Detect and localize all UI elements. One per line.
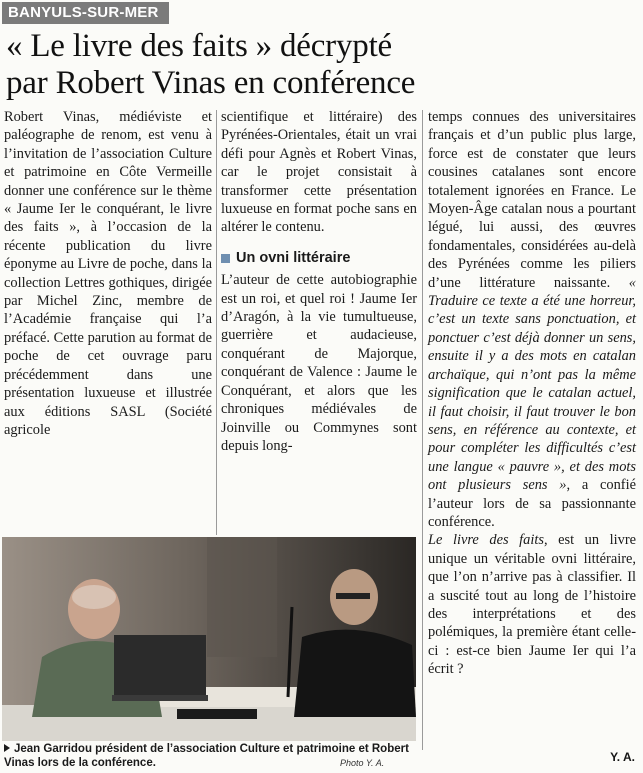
quote-text: « Traduire ce texte a été une horreur, c’est un texte sans ponctuation, et ponctuer c’est déjà donner un sens, ensuite il y a des mots en catalan archaïque, qui n’ont pas la même signification que le catalan actuel, il faut choisir, il faut trouver le bon sens, en référence au contexte, et pour compléter les difficultés c’est une langue « pauvre », et des mots ont plusieurs sens » xyxy=(428,274,636,494)
headline-line-2: par Robert Vinas en conférence xyxy=(6,65,416,101)
conference-photo-illustration xyxy=(2,537,416,741)
caption-triangle-icon xyxy=(4,744,10,752)
author-signature: Y. A. xyxy=(610,750,635,764)
article-paragraph-3: L’auteur de cette autobiographie est un roi, et quel roi ! Jaume Ier d’Aragón, à la vie tumultueuse, guerrière et audacieuse, conquérant de Majorque, conquérant de Valence : Jaume le Conquérant, et alors que les chroniques médiévales de Joinville ou Commynes sont depuis long- xyxy=(221,272,417,454)
article-paragraph-2: scientifique et littéraire) des Pyrénées-Orientales, était un vrai défi pour Agnès et Robert Vinas, car le projet consistait à transformer cette présentation luxueuse en format poche sans en altérer le contenu. xyxy=(221,109,417,236)
headline-line-1: « Le livre des faits » décrypté xyxy=(6,28,392,64)
photo-credit: Photo Y. A. xyxy=(340,758,385,768)
column-3 xyxy=(428,108,636,679)
article-paragraph-5 xyxy=(428,531,636,678)
after-quote-text: , a confié l’auteur lors de sa passionnante conférence. xyxy=(428,477,636,530)
subhead xyxy=(221,249,417,267)
article-paragraph-1: Robert Vinas, médiéviste et paléographe de renom, est venu à l’invitation de l’association Culture et patrimoine en Côte Vermeille donner une conférence sur le thème « Jaume Ier le conquérant, le livre des faits », à l’occasion de la récente publication du livre éponyme au Livre de poche, dans la collection Lettres gothiques, dirigée par Michel Zinc, membre de l’Académie française qui l’a préfacé. Cette parution au format de poche de cet ouvrage paru précédemment dans une présentation luxueuse et illustrée aux éditions SASL (Société agricole xyxy=(4,109,212,438)
caption-text: Jean Garridou président de l’association Culture et patrimoine et Robert Vinas lors de la conférence. xyxy=(4,743,409,769)
column-2 xyxy=(221,108,417,455)
column-1 xyxy=(4,108,212,439)
article-paragraph-4 xyxy=(428,108,636,531)
headline xyxy=(6,28,636,102)
subhead-text: Un ovni littéraire xyxy=(236,249,351,266)
book-title-italic: Le livre des faits xyxy=(428,532,544,549)
section-kicker: BANYULS-SUR-MER xyxy=(2,2,169,24)
conference-photo xyxy=(2,537,416,741)
paragraph-4-text: temps connues des universitaires français et d’un public plus large, force est de constater que leurs cousines catalanes sont encore totalement ignorées en France. Le Moyen-Âge catalan nous a pourtant légué, lui aussi, des œuvres fondamentales, considérées au-delà des Pyrénées comme les piliers d’une littérature naissante. xyxy=(428,109,636,291)
paragraph-5-text: , est un livre unique un véritable ovni littéraire, que l’on n’arrive pas à classifier. Il a suscité tout au long de l’histoire des interprétations et des polémiques, la première étant celle-ci : est-ce bien Jaume Ier qui l’a écrit ? xyxy=(428,532,637,678)
column-rule-2 xyxy=(422,110,423,750)
column-rule-1 xyxy=(216,110,217,535)
subhead-square-icon xyxy=(221,254,230,263)
